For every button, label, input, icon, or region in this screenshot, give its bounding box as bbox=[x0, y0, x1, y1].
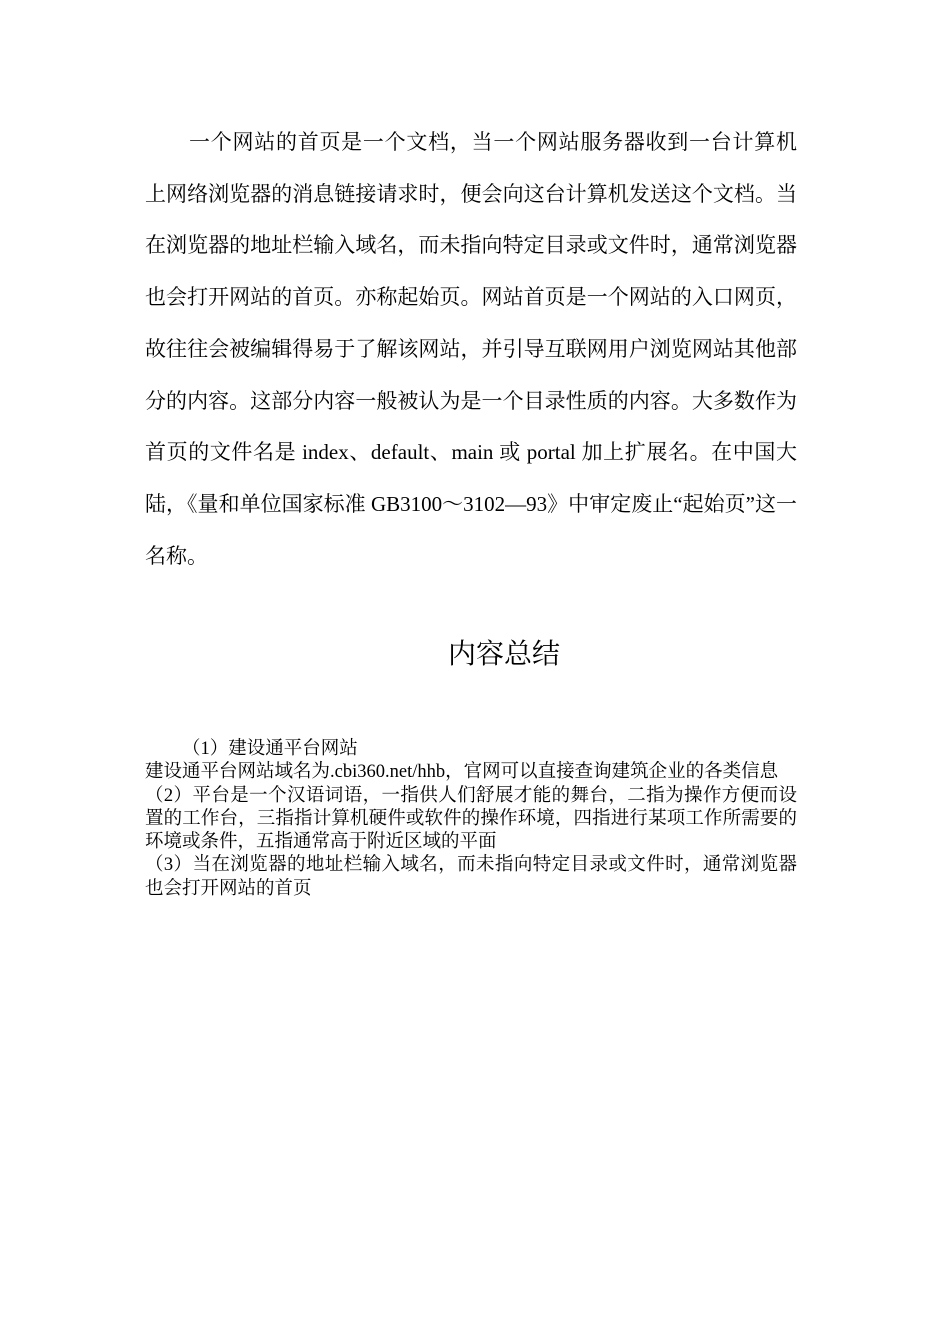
intro-paragraph: 一个网站的首页是一个文档，当一个网站服务器收到一台计算机上网络浏览器的消息链接请求时，便会向这台计算机发送这个文档。当在浏览器的地址栏输入域名，而未指向特定目录或文件时，通常浏览器也会打开网站的首页。亦称起始页。网站首页是一个网站的入口网页，故往往会被编辑得易于了解该网站，并引导互联网用户浏览网站其他部分的内容。这部分内容一般被认为是一个目录性质的内容。大多数作为首页的文件名是 index、default、main 或 portal 加上扩展名。在中国大陆，《量和单位国家标准 GB3100～3102—93》中审定废止“起始页”这一名称。 bbox=[145, 130, 797, 568]
summary-list bbox=[145, 738, 797, 901]
summary-heading: 内容总结 bbox=[447, 639, 560, 670]
summary-item-2: （2）平台是一个汉语词语，一指供人们舒展才能的舞台，二指为操作方便而设置的工作台，三指指计算机硬件或软件的操作环境，四指进行某项工作所需要的环境或条件，五指通常高于附近区域的平面 bbox=[145, 785, 797, 853]
summary-item-3: （3）当在浏览器的地址栏输入域名，而未指向特定目录或文件时，通常浏览器也会打开网站的首页 bbox=[145, 855, 797, 899]
summary-item-1-text: 建设通平台网站域名为.cbi360.net/hhb，官网可以直接查询建筑企业的各类信息 bbox=[145, 762, 779, 783]
summary-item-1-heading: （1）建设通平台网站 bbox=[182, 739, 358, 759]
